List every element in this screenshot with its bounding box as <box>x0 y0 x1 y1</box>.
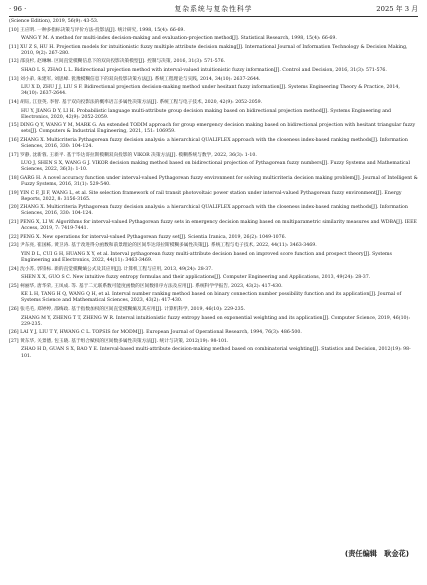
reference-item <box>9 284 418 290</box>
reference-item <box>9 77 418 83</box>
reference-text: LUO J, SHEN S X, WANG G J. VIKOR decision making method based on bidirectional projection of Pythagorean fuzzy numbers[J]. Fuzzy Systems and Mathematical Sciences, 2022, 36(3): 1-10. <box>21 161 410 173</box>
reference-translation <box>9 36 418 42</box>
reference-label: [15] <box>9 123 19 129</box>
reference-item <box>9 205 418 217</box>
reference-text: 黄东华, 关景德, 包玉晓. 基于组合赋权的区间数多属性决策方法[J]. 统计与决策, 2012(19): 98-101. <box>20 338 229 344</box>
reference-text: KE L H, TANG H Q, WANG Q H, et al. Interval number ranking method based on binary connection number possibility function and its application[J]. Journal of Systems Science and Mathematical Sciences, 2023, 43(2): 417-430. <box>21 292 402 304</box>
reference-text: SHAO L S, ZHAO L L. Bidirectional projection method with interval-valued intuitionistic fuzzy information[J]. Control and Decision, 2016, 31(3): 571-576. <box>21 68 387 74</box>
reference-label: [26] <box>9 306 19 312</box>
reference-text: 邵良杉, 赵琳琳. 区间直觉模糊信息下的双向投影决策模型[J]. 控制与决策, 2016, 31(3): 571-576. <box>20 59 226 65</box>
reference-label: [18] <box>9 175 19 181</box>
reference-translation <box>9 252 418 264</box>
reference-label: [10] <box>9 27 19 33</box>
journal-title: 复杂系统与复杂性科学 <box>174 5 253 13</box>
reference-item <box>9 45 418 57</box>
reference-item <box>9 59 418 65</box>
page-number: · 96 · <box>9 5 27 13</box>
reference-label: [11] <box>9 44 19 50</box>
reference-text: SHEN X X, GUO S C. New intuitive fuzzy entropy formulas and their applications[J]. Computer Engineering and Applications, 2013, 49(24): 28-37. <box>21 275 371 281</box>
reference-translation <box>9 68 418 74</box>
reference-label: [23] <box>9 243 19 249</box>
reference-text: PENG X. New operations for interval-valued Pythagorean fuzzy set[J]. Scientia Iranica, 2019, 26(2): 1049-1076. <box>20 234 287 240</box>
reference-translation <box>9 316 418 328</box>
reference-item <box>9 123 418 135</box>
reference-text: (Science Edition), 2019, 56(9): 43-53. <box>9 19 99 24</box>
reference-label: [25] <box>9 283 19 289</box>
reference-label: [16] <box>9 137 19 143</box>
reference-text: 王应明. 一种多指标决策与评价方法-投影法[J]. 统计研究, 1998, 15(4): 66-69. <box>20 27 185 33</box>
reference-item <box>9 153 418 159</box>
reference-text: XU Z S, HU H. Projection models for intuitionistic fuzzy multiple attribute decision making[J]. International Journal of Information Technology & Decision Making, 2010, 9(2): 267-280. <box>20 44 408 56</box>
reference-text: 张毛毛, 郑婷婷, 邵梅政. 基于指数加权的区间直觉模糊熵及其应用[J]. 计算机科学, 2019, 46(10): 229-235. <box>20 306 246 312</box>
reference-text: 沈小苏, 郭崇标. 新的直觉模糊熵公式及其应用[J]. 计算机工程与应用, 2013, 49(24): 28-37. <box>20 266 213 272</box>
reference-item <box>9 235 418 241</box>
reference-item <box>9 307 418 313</box>
reference-label: [14] <box>9 99 19 105</box>
reference-item <box>9 339 418 345</box>
editor-credit: (责任编辑 耿金花) <box>344 549 409 558</box>
reference-label: [17] <box>9 152 19 158</box>
reference-translation <box>9 275 418 281</box>
reference-text: LAI Y J, LIU T Y, HWANG C L. TOPSIS for MODM[J]. European Journal of Operational Research, 1994, 76(3): 486-500. <box>20 330 302 336</box>
running-header <box>9 4 418 17</box>
reference-item <box>9 138 418 150</box>
reference-label: [20] <box>9 205 19 211</box>
reference-text: ZHAO H D, GUAN S X, BAO Y E. Interval-based multi-attribute decision-making method based on combinatorial weighting[J]. Statistics and Decision, 2012(19): 98-101. <box>21 347 411 359</box>
reference-item <box>9 176 418 188</box>
reference-item <box>9 191 418 203</box>
reference-translation <box>9 85 418 97</box>
reference-text: WANG Y M. A method for multi-index decision-making and evaluation-projection method[J]. Statistical Research, 1998, 15(4): 66-69. <box>21 36 337 42</box>
reference-text: 罗静, 沈新蓉, 王新平. 基于毕达哥拉斯模糊双向投影的 VIKOR 决策方法[J]. 模糊系统与数学, 2022, 36(3): 1-10. <box>20 152 257 158</box>
reference-label: [21] <box>9 219 19 225</box>
reference-text: PENG X, LI W. Algorithms for interval-valued Pythagorean fuzzy sets in emergency decision making based on multiparametric similarity measures and WDBA[J]. IEEE Access, 2019, 7: 7419-7441. <box>20 219 417 232</box>
reference-translation <box>9 347 418 359</box>
reference-translation <box>9 292 418 304</box>
reference-list <box>9 19 418 362</box>
reference-item <box>9 330 418 336</box>
reference-text: YIN D L, CUI G H, HUANG X Y, et al. Interval pythagorean fuzzy multi-attribute decision based on improved score function and prospect theory[J]. Systems Engineering and Electronics, 2022, 44(11): 3463-3469. <box>21 251 392 263</box>
reference-item <box>9 100 418 106</box>
reference-item <box>9 220 418 232</box>
reference-item <box>9 28 418 34</box>
reference-label: [19] <box>9 190 19 196</box>
reference-translation <box>9 161 418 173</box>
reference-label: [26] <box>9 330 19 336</box>
reference-text: 尹东亮, 崔国栋, 黄卫涛. 基于改进得分函数和前景理论的区间毕达哥拉斯模糊多属性决策[J]. 系统工程与电子技术, 2022, 44(11): 3463-3469. <box>20 243 317 249</box>
reference-label: [13] <box>9 76 19 82</box>
issue-date: 2025 年 3 月 <box>376 5 418 13</box>
reference-text: 胡钰, 江登英, 李智. 基于双向投影法的概率语言多属性决策方法[J]. 系统工程与电子技术, 2020, 42(9): 2052-2059. <box>20 99 263 105</box>
reference-label: [22] <box>9 234 19 240</box>
reference-text: GARG H. A novel accuracy function under interval-valued Pythagorean fuzzy environment for solving multicriteria decision making problem[J]. Journal of Intelligent & Fuzzy Systems, 2016, 31(1): 529-540. <box>20 175 418 187</box>
reference-item <box>9 267 418 273</box>
reference-text: ZHANG M Y, ZHENG T T, ZHENG W R. Interval intuitionistic fuzzy entropy based on exponential weighting and its application[J]. Computer Science, 2019, 46(10): 229-235. <box>21 315 410 327</box>
reference-label: [12] <box>9 59 19 65</box>
reference-text: ZHANG X. Multicriteria Pythagorean fuzzy decision analysis: a hierarchical QUALIFLEX approach with the closeness index-based ranking methods[J]. Information Sciences, 2016, 330: 104-124. <box>20 205 408 217</box>
reference-text: ZHANG X. Multicriteria Pythagorean fuzzy decision analysis: a hierarchical QUALIFLEX approach with the closeness index-based ranking methods[J]. Information Sciences, 2016, 330: 104-124. <box>20 137 408 149</box>
reference-label: [27] <box>9 338 19 344</box>
reference-text: DING Q Y, WANG Y M, MARK G. An extended TODIM approach for group emergency decision making based on bidirectional projection with hesitant triangular fuzzy sets[J]. Computers & Industrial Engineering, 2021, 151: 106959. <box>20 123 416 135</box>
reference-text: 刘小弟, 朱建军, 刘思峰. 犹豫模糊信息下的双向投影决策方法[J]. 系统工程理论与实践, 2014, 34(10): 2637-2644. <box>20 76 261 82</box>
reference-item <box>9 19 418 25</box>
reference-item <box>9 243 418 249</box>
reference-translation <box>9 109 418 121</box>
reference-label: [24] <box>9 266 19 272</box>
reference-text: LIU X D, ZHU J J, LIU S F. Bidirectional projection decision-making method under hesitant fuzzy information[J]. Systems Engineering Theory & Practice, 2014, 34(10): 2637-2644. <box>21 85 400 97</box>
reference-text: HU Y, JIANG D Y, LI H. Probabilistic language multi-attribute group decision making based on bidirectional projection method[J]. Systems Engineering and Electronics, 2020, 42(9): 2052-2059. <box>21 108 392 120</box>
reference-text: YIN C F, JI F, WANG L, et al. Site selection framework of rail transit photovoltaic power station under interval-valued Pythagorean fuzzy environment[J]. Energy Reports, 2022, 8: 3156-3165. <box>20 190 402 202</box>
reference-text: 柯丽华, 唐华荣, 王凤成. 等. 基于二元联系数可能度函数的区间数排序方法及应用[J]. 系统科学学报告, 2023, 43(2): 417-430. <box>20 283 283 289</box>
